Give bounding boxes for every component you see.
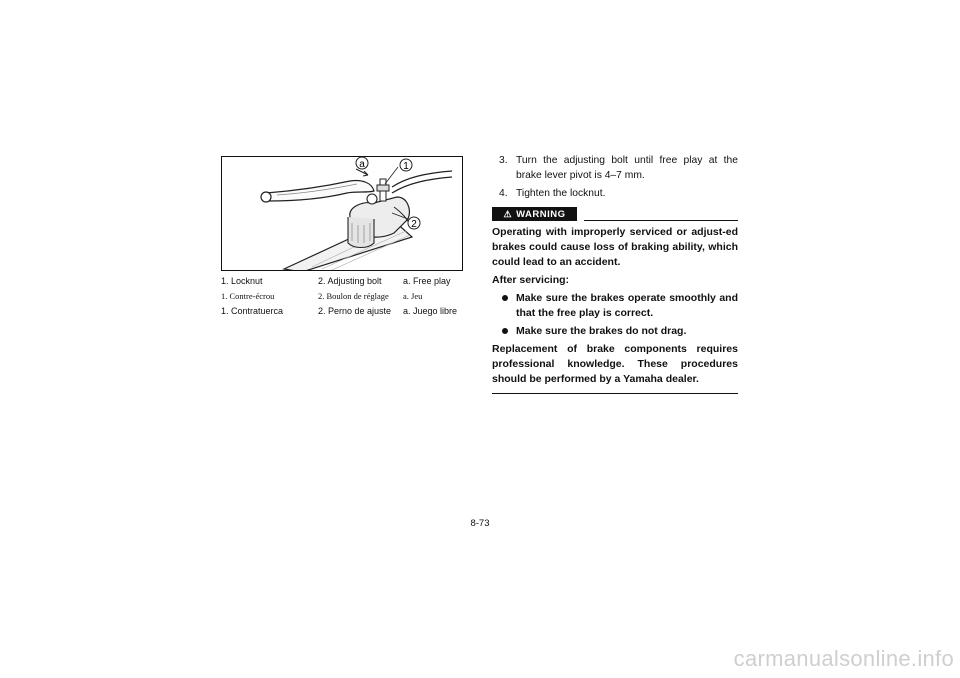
caption-row-french — [221, 291, 466, 306]
callout-a: a — [359, 159, 365, 170]
instructions-column — [492, 153, 738, 394]
bullet-dot-icon — [502, 295, 508, 301]
bullet-text: Make sure the brakes do not drag. — [516, 325, 687, 337]
warning-badge — [492, 207, 577, 221]
step-number: 4. — [499, 188, 508, 199]
caption-row-spanish — [221, 306, 466, 321]
warning-rule — [584, 220, 738, 221]
warning-paragraph: Operating with improperly serviced or adjust-ed brakes could cause loss of braking ability, which could lead to an accident. — [492, 226, 738, 268]
caption-item: a. Jeu — [403, 291, 423, 301]
locknut — [377, 185, 389, 191]
caption-row-english — [221, 276, 466, 291]
step-4 — [492, 186, 738, 201]
after-servicing-heading: After servicing: — [492, 274, 570, 286]
step-number: 3. — [499, 155, 508, 166]
step-text: Turn the adjusting bolt until free play at the brake lever pivot is 4–7 mm. — [516, 155, 738, 181]
warning-bullet — [492, 291, 738, 321]
callout-2: 2 — [411, 219, 417, 230]
warning-end-rule — [492, 393, 738, 394]
caption-item: 2. Adjusting bolt — [318, 276, 382, 286]
watermark: carmanualsonline.info — [733, 646, 954, 671]
step-3 — [492, 153, 738, 183]
step-text: Tighten the locknut. — [516, 188, 606, 199]
lever-tip — [261, 192, 271, 202]
bullet-text: Make sure the brakes operate smoothly and that the free play is correct. — [516, 292, 738, 319]
bullet-dot-icon — [502, 328, 508, 334]
figure-captions — [221, 276, 466, 321]
caption-item: 2. Perno de ajuste — [318, 306, 392, 316]
caption-item: 2. Boulon de réglage — [318, 291, 389, 301]
brake-lever-figure — [221, 156, 463, 271]
warning-label: WARNING — [516, 208, 566, 220]
caption-item: 1. Contratuerca — [221, 306, 284, 316]
caption-item: 1. Contre-écrou — [221, 291, 275, 301]
caption-item: 1. Locknut — [221, 276, 263, 286]
warning-triangle-icon: ⚠ — [503, 208, 513, 219]
callout-1: 1 — [403, 161, 409, 172]
replacement-paragraph: Replacement of brake components requires professional knowledge. These procedures should be performed by a Yamaha dealer. — [492, 343, 738, 385]
warning-header — [492, 207, 738, 223]
caption-item: a. Free play — [403, 276, 451, 286]
page-number: 8-73 — [470, 518, 490, 529]
pivot-bolt — [367, 194, 377, 204]
warning-bullet — [492, 324, 738, 339]
caption-item: a. Juego libre — [403, 306, 458, 316]
brake-lever-illustration — [222, 157, 463, 271]
